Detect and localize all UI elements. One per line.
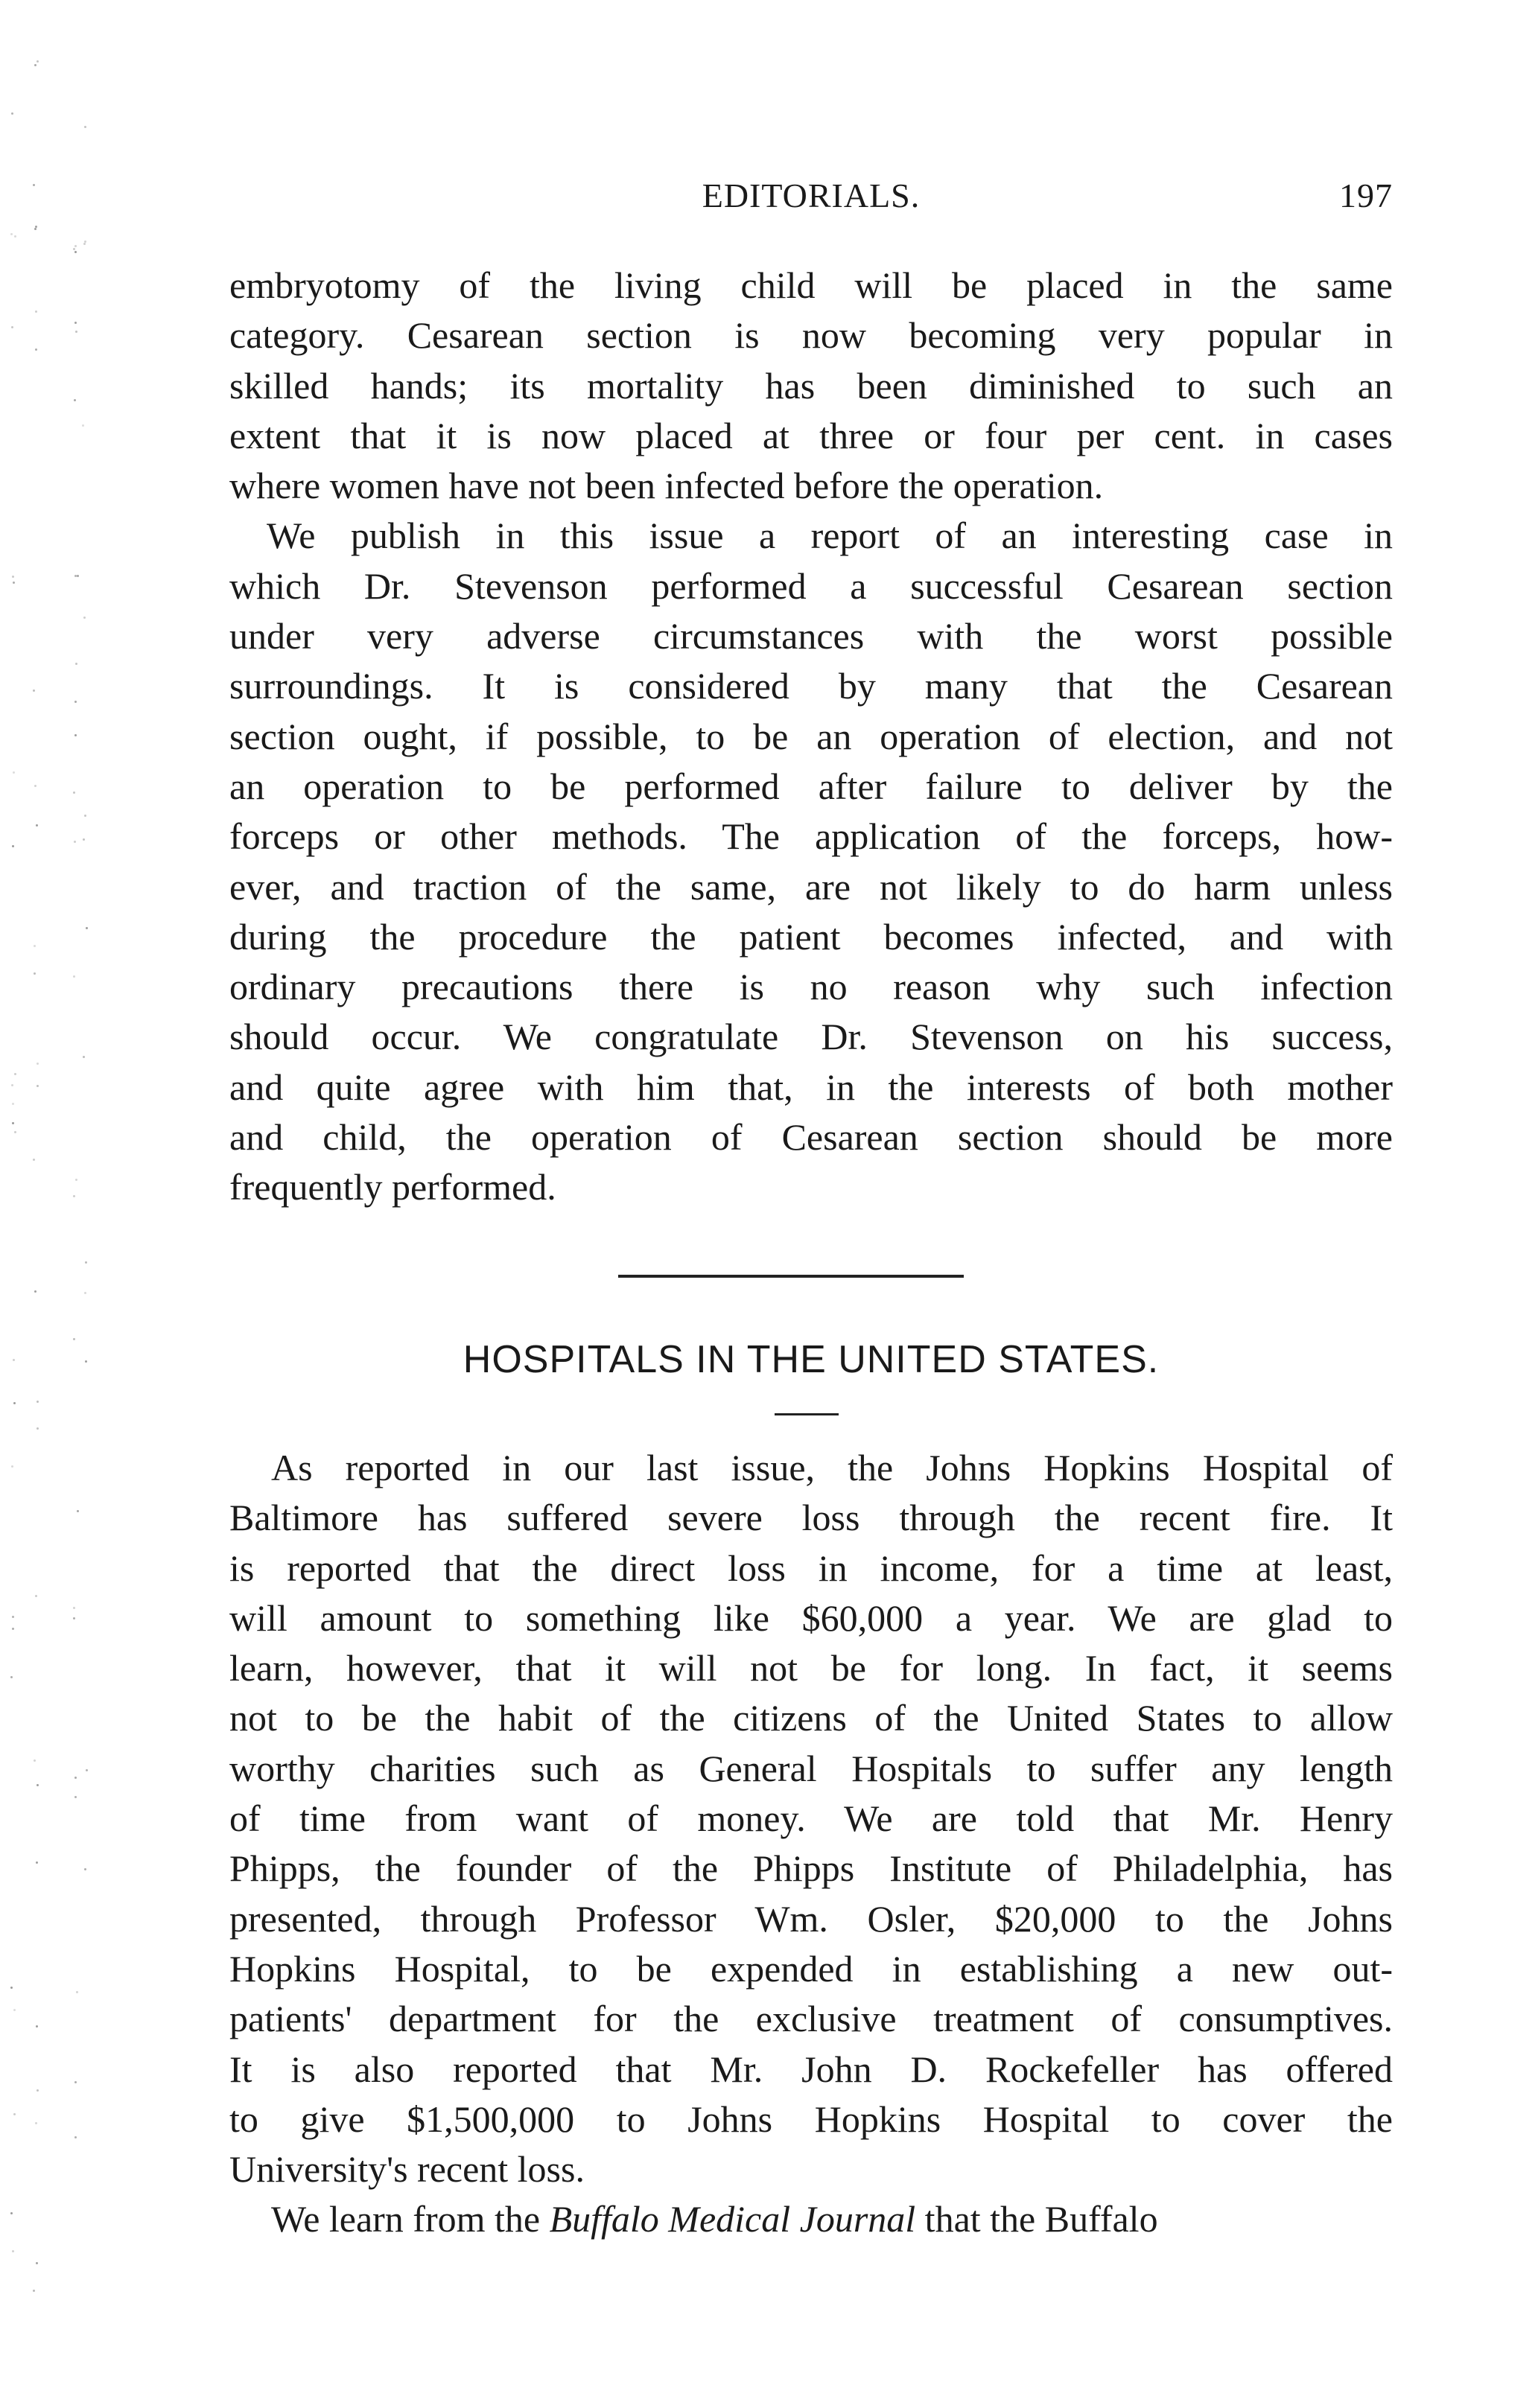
scan-speck: [35, 1595, 37, 1597]
scan-speck: [12, 1616, 14, 1618]
scan-speck: [36, 60, 39, 63]
text-line: frequently performed.: [229, 1166, 556, 1208]
scan-speck: [77, 1510, 79, 1512]
scan-speck: [74, 2081, 77, 2083]
scan-speck: [74, 251, 77, 253]
scan-speck: [74, 575, 77, 577]
text-line: section ought, if possible, to be an operation of election, and not: [229, 715, 1393, 757]
scan-speck: [33, 689, 35, 692]
scan-speck: [73, 1617, 75, 1619]
text-line: forceps or other methods. The application of the forceps, how-: [229, 815, 1393, 858]
journal-title-italic: Buffalo Medical Journal: [549, 2198, 916, 2240]
scan-speck: [73, 1338, 75, 1340]
scan-speck: [36, 1427, 39, 1430]
editorial-continued-paragraphs: [229, 261, 1393, 1213]
text-line: learn, however, that it will not be for long. In fact, it seems: [229, 1647, 1393, 1689]
text-line: category. Cesarean section is now becoming very popular in: [229, 314, 1393, 357]
scan-speck: [85, 1261, 87, 1264]
text-line: extent that it is now placed at three or four per cent. in cases: [229, 414, 1393, 456]
scan-speck: [14, 1073, 16, 1075]
scan-speck: [36, 1085, 39, 1087]
scan-speck: [73, 248, 75, 250]
scan-speck: [36, 2025, 38, 2028]
scan-speck: [74, 245, 77, 247]
scan-speck: [36, 1063, 39, 1065]
text-line: Baltimore has suffered severe loss through the recent fire. It: [229, 1497, 1393, 1539]
scan-speck: [74, 322, 77, 324]
scan-speck: [82, 424, 84, 427]
text-line: of time from want of money. We are told that Mr. Henry: [229, 1797, 1393, 1840]
scan-speck: [83, 838, 85, 841]
scan-speck: [83, 243, 86, 245]
text-line: University's recent loss.: [229, 2148, 585, 2191]
scan-speck: [12, 576, 14, 578]
text-line: ordinary precautions there is no reason why such infection: [229, 966, 1393, 1008]
scan-speck: [34, 64, 36, 66]
scan-speck: [73, 975, 75, 978]
scan-speck: [11, 112, 13, 115]
scan-speck: [36, 1861, 38, 1864]
text-line: to give $1,500,000 to Johns Hopkins Hospital to cover the: [229, 2098, 1393, 2140]
scan-speck: [73, 1607, 75, 1609]
text-line: Hopkins Hospital, to be expended in establishing a new out-: [229, 1947, 1393, 1990]
scan-speck: [35, 348, 37, 351]
scan-speck: [12, 2250, 14, 2252]
scan-speck: [73, 791, 75, 794]
text-line: Phipps, the founder of the Phipps Institute of Philadelphia, has: [229, 1847, 1393, 1890]
scan-speck: [74, 1777, 77, 1779]
hospitals-section-paragraphs: [229, 1443, 1393, 2245]
scan-speck: [86, 1769, 88, 1771]
text-line: presented, through Professor Wm. Osler, $20,000 to the Johns: [229, 1897, 1393, 1940]
section-heading: HOSPITALS IN THE UNITED STATES.: [463, 1338, 1160, 1381]
scan-speck: [74, 701, 77, 703]
text-line: patients' department for the exclusive treatment of consumptives.: [229, 1998, 1393, 2040]
text-line: surroundings. It is considered by many that the Cesarean: [229, 665, 1393, 707]
text-line: not to be the habit of the citizens of the United States to allow: [229, 1697, 1393, 1739]
scan-speck: [84, 126, 86, 128]
scan-speck: [33, 184, 35, 186]
scan-speck: [75, 663, 77, 665]
page-number: 197: [1339, 176, 1393, 214]
scan-speck: [35, 2122, 37, 2124]
scan-speck: [36, 1784, 39, 1786]
running-head: [229, 176, 1393, 228]
scan-speck: [14, 235, 16, 238]
scan-speck: [34, 972, 36, 975]
scan-speck: [36, 1401, 39, 1403]
scan-speck: [13, 2113, 16, 2115]
scan-speck: [34, 228, 36, 230]
scan-speck: [10, 1987, 13, 1989]
text-line: an operation to be performed after failure to deliver by the: [229, 765, 1393, 807]
scan-speck: [74, 841, 76, 843]
scan-speck: [75, 1179, 77, 1181]
text-line: It is also reported that Mr. John D. Rockefeller has offered: [229, 2048, 1393, 2090]
text-line: embryotomy of the living child will be placed in the same: [229, 264, 1393, 306]
scan-speck: [12, 1122, 14, 1124]
scan-speck: [34, 1759, 36, 1762]
scan-speck: [12, 1628, 14, 1630]
scan-speck: [10, 2212, 13, 2214]
scan-speck: [14, 1131, 16, 1133]
text-line: skilled hands; its mortality has been diminished to such an: [229, 364, 1393, 407]
scan-speck: [74, 2136, 77, 2138]
text-line: ever, and traction of the same, are not likely to do harm unless: [229, 865, 1393, 908]
text-line: We publish in this issue a report of an interesting case in: [267, 515, 1393, 557]
text-line: and quite agree with him that, in the interests of both mother: [229, 1066, 1393, 1108]
scan-speck: [86, 927, 88, 929]
scan-speck: [74, 1796, 77, 1798]
text-run: We learn from the: [271, 2198, 550, 2240]
scan-speck: [13, 771, 15, 774]
scan-speck: [36, 824, 38, 826]
scan-speck: [11, 1465, 13, 1468]
text-line: and child, the operation of Cesarean section should be more: [229, 1116, 1393, 1159]
scan-speck: [13, 582, 15, 584]
scan-speck: [36, 2262, 38, 2264]
scan-speck: [36, 2089, 39, 2092]
scan-speck: [77, 575, 79, 577]
scan-speck: [34, 1290, 36, 1293]
scan-speck: [84, 815, 86, 817]
scan-speck: [34, 945, 36, 947]
scan-speck: [12, 1103, 14, 1105]
text-line: during the procedure the patient becomes infected, and with: [229, 915, 1393, 958]
scan-speck: [35, 310, 37, 313]
scan-speck: [10, 1676, 13, 1678]
scan-speck: [13, 1402, 16, 1404]
scan-speck: [75, 331, 77, 333]
scan-speck: [34, 785, 36, 787]
scan-speck: [76, 1991, 78, 1993]
text-line: under very adverse circumstances with the worst possible: [229, 615, 1393, 657]
scan-speck: [84, 1868, 86, 1870]
scan-speck: [84, 1292, 86, 1294]
scan-speck: [11, 326, 13, 328]
scan-speck: [13, 2009, 16, 2011]
text-line: As reported in our last issue, the Johns Hopkins Hospital of: [271, 1447, 1393, 1488]
scan-speck: [74, 399, 76, 401]
text-line: where women have not been infected before the operation.: [229, 465, 1104, 507]
scan-speck: [74, 734, 77, 736]
text-line: worthy charities such as General Hospitals to suffer any length: [229, 1747, 1393, 1789]
text-run: that the Buffalo: [915, 2198, 1158, 2240]
text-line-with-italic: [229, 2194, 1393, 2244]
scan-margin-marks: [4, 45, 101, 2368]
scan-speck: [11, 1084, 13, 1086]
scan-speck: [12, 845, 14, 847]
text-line: will amount to something like $60,000 a year. We are glad to: [229, 1596, 1393, 1639]
text-line: which Dr. Stevenson performed a successful Cesarean section: [229, 564, 1393, 607]
scan-speck: [13, 1359, 15, 1361]
scan-speck: [33, 2290, 35, 2292]
text-line: should occur. We congratulate Dr. Stevenson on his success,: [229, 1016, 1393, 1058]
scan-speck: [10, 233, 13, 235]
scan-speck: [83, 1056, 85, 1058]
text-line: is reported that the direct loss in income, for a time at least,: [229, 1547, 1393, 1589]
section-divider-rule: [618, 1275, 964, 1278]
running-head-title: EDITORIALS.: [702, 176, 921, 214]
scan-speck: [33, 1159, 35, 1161]
scan-speck: [85, 1360, 87, 1363]
scan-speck: [73, 1195, 75, 1197]
heading-underline-rule: [775, 1413, 839, 1415]
scan-speck: [83, 617, 86, 619]
